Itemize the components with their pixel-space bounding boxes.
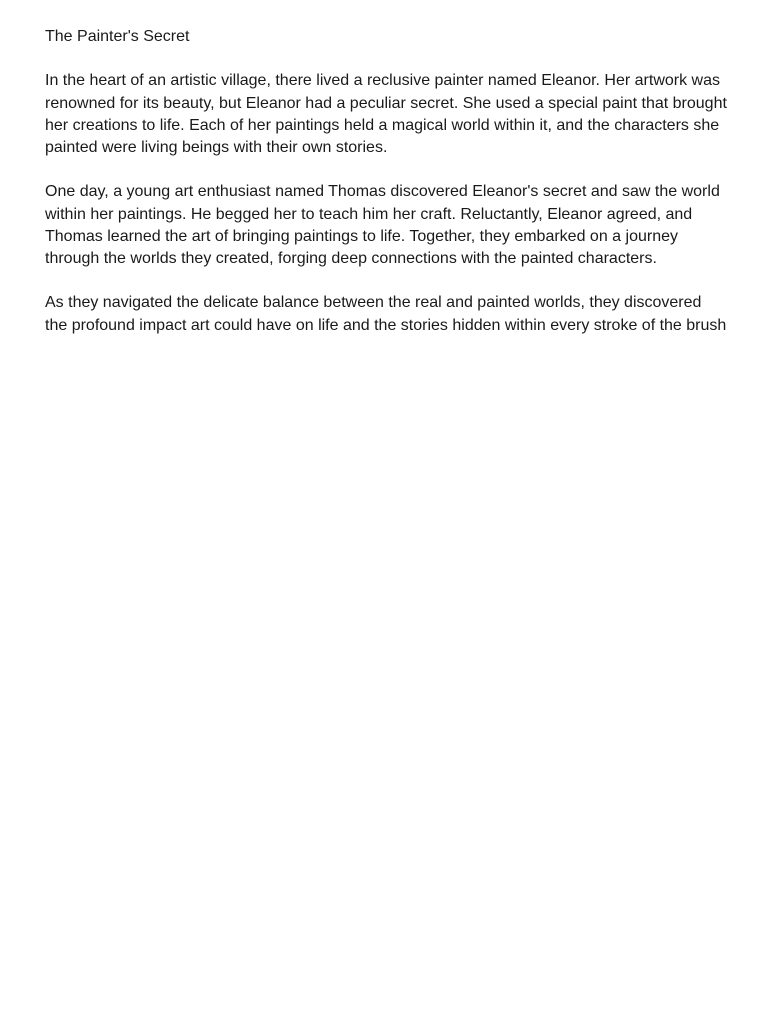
paragraph-1: In the heart of an artistic village, there lived a reclusive painter named Eleanor. Her artwork was renowned for its beauty, but Eleanor had a peculiar secret. She used a special paint that brought her creations to life. Each of her paintings held a magical world within it, and the characters she painted were living beings with their own stories. [45,72,727,156]
paragraph-3: As they navigated the delicate balance between the real and painted worlds, they discovered the profound impact art could have on life and the stories hidden within every stroke of the brush [45,294,727,334]
document-page [45,26,727,359]
document-title: The Painter's Secret [45,28,190,45]
paragraph-2: One day, a young art enthusiast named Thomas discovered Eleanor's secret and saw the world within her paintings. He begged her to teach him her craft. Reluctantly, Eleanor agreed, and Thomas learned the art of bringing paintings to life. Together, they embarked on a journey through the worlds they created, forging deep connections with the painted characters. [45,183,720,267]
